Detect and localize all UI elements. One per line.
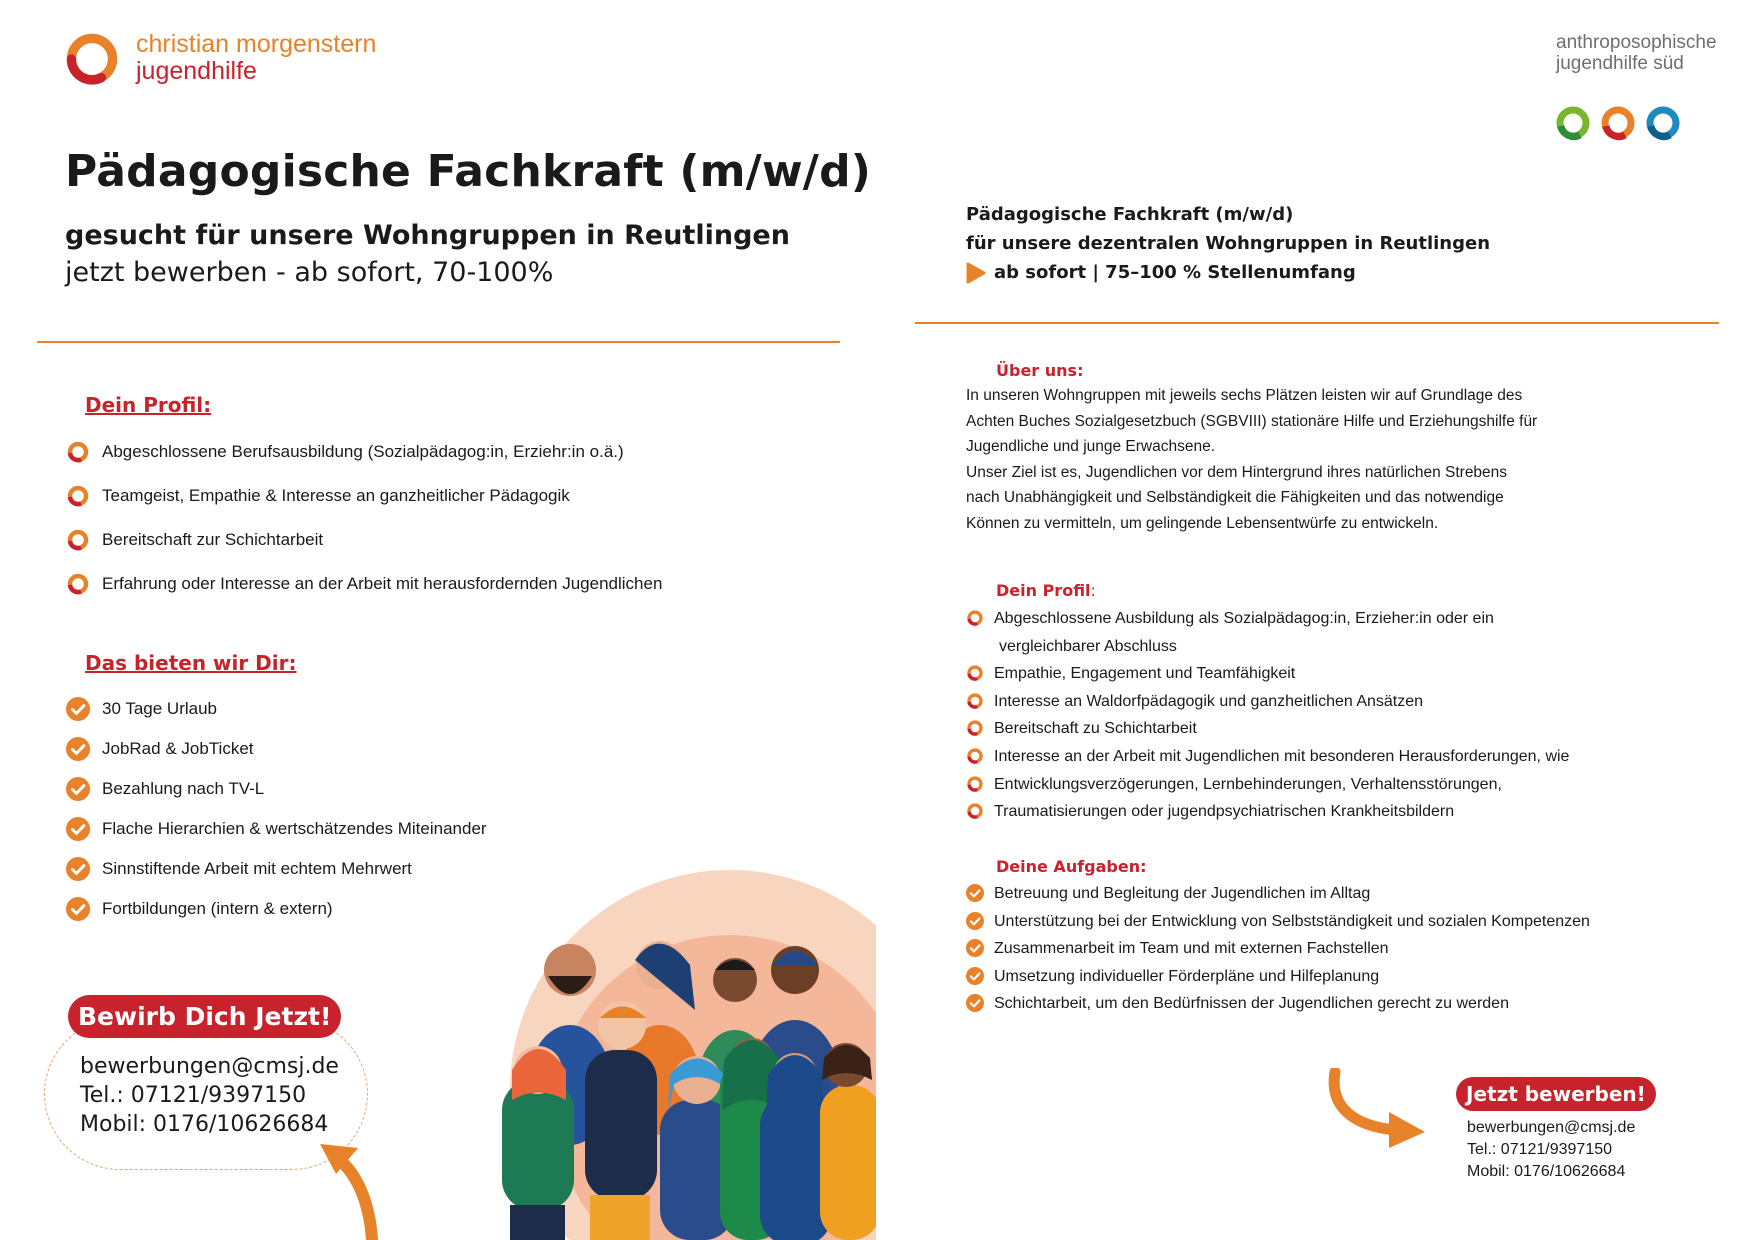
aufgaben-item-text: Umsetzung individueller Förderpläne und Hilfeplanung [994, 967, 1380, 985]
ueber-line: In unseren Wohngruppen mit jeweils sechs Plätzen leisten wir auf Grundlage des [966, 387, 1523, 404]
ring-bullet-icon [66, 572, 90, 596]
ring-bullet-icon [966, 719, 984, 737]
check-circle-icon [66, 817, 90, 841]
aufgaben-item-text: Schichtarbeit, um den Bedürfnissen der Jugendlichen gerecht zu werden [994, 995, 1509, 1013]
profil-item-right-text: Entwicklungsverzögerungen, Lernbehinderungen, Verhaltensstörungen, [994, 775, 1502, 793]
profil-item-right-text: Abgeschlossene Ausbildung als Sozialpädagog:in, Erzieher:in oder ein [994, 610, 1494, 627]
profil-item-right-text: Interesse an der Arbeit mit Jugendlichen mit besonderen Herausforderungen, wie [994, 748, 1570, 765]
bieten-item-text: Fortbildungen (intern & extern) [102, 899, 333, 918]
aufgaben-item [966, 908, 1590, 935]
partner-rings-icon [1556, 104, 1686, 144]
curved-arrow-icon [1325, 1068, 1430, 1148]
check-circle-icon [66, 857, 90, 881]
aufgaben-item [966, 880, 1370, 907]
right-scope: ab sofort | 75–100 % Stellenumfang [994, 262, 1356, 283]
contact-email-right[interactable]: bewerbungen@cmsj.de [1467, 1119, 1636, 1136]
ring-bullet-icon [966, 747, 984, 765]
apply-badge-right: Jetzt bewerben! [1456, 1077, 1656, 1111]
profil-item-right-text: Empathie, Engagement und Teamfähigkeit [994, 665, 1296, 683]
check-circle-icon [66, 697, 90, 721]
ring-bullet-icon [66, 440, 90, 464]
profil-item-right [966, 633, 1177, 660]
profil-item-left [66, 572, 662, 596]
contact-tel-right: Tel.: 07121/9397150 [1467, 1141, 1613, 1158]
partner-logo-text [1556, 32, 1717, 74]
contact-tel-left: Tel.: 07121/9397150 [80, 1083, 307, 1108]
check-circle-icon [66, 777, 90, 801]
bieten-item [66, 897, 333, 921]
profil-item-right [966, 798, 1454, 825]
ueber-line: Jugendliche und junge Erwachsene. [966, 438, 1216, 455]
ueber-heading: Über uns: [996, 361, 1084, 380]
ring-bullet-icon [66, 528, 90, 552]
profil-heading-right [996, 581, 1096, 600]
profil-item-left [66, 528, 323, 552]
people-illustration [490, 870, 880, 1240]
ueber-line: Können zu vermitteln, um gelingende Lebensentwürfe zu entwickeln. [966, 514, 1439, 532]
apply-badge-left: Bewirb Dich Jetzt! [68, 995, 341, 1038]
partner-name-line1: anthroposophische [1556, 32, 1717, 53]
brand-logo-text [136, 31, 376, 85]
curved-arrow-icon [300, 1128, 390, 1240]
bieten-item [66, 777, 264, 801]
profil-item-right [966, 688, 1423, 715]
aufgaben-item [966, 963, 1379, 990]
ueber-text [966, 383, 1656, 536]
ring-bullet-icon [966, 609, 984, 627]
profil-item-right [966, 715, 1197, 742]
aufgaben-item-text: Betreuung und Begleitung der Jugendlichen im Alltag [994, 885, 1371, 902]
right-scope-row [966, 258, 1490, 287]
ueber-line: Achten Buches Sozialgesetzbuch (SGBVIII) stationäre Hilfe und Erziehungshilfe für [966, 412, 1538, 430]
profil-item-right [966, 771, 1502, 798]
brand-name-line1: christian morgenstern [136, 30, 377, 58]
contact-info-left [80, 1052, 339, 1139]
logo-ring-icon [64, 31, 120, 87]
divider-left [37, 341, 840, 343]
aufgaben-item [966, 990, 1509, 1017]
bieten-item-text: Sinnstiftende Arbeit mit echtem Mehrwert [102, 859, 412, 878]
check-circle-icon [66, 897, 90, 921]
partner-name-line2: jugendhilfe süd [1556, 53, 1684, 74]
right-header [966, 200, 1490, 287]
ueber-line: Unser Ziel ist es, Jugendlichen vor dem Hintergrund ihres natürlichen Strebens [966, 463, 1508, 481]
profil-item-right-text: Bereitschaft zu Schichtarbeit [994, 720, 1197, 738]
profil-heading-right-label: Dein Profil [996, 581, 1091, 600]
page-title: Pädagogische Fachkraft (m/w/d) [65, 146, 872, 197]
profil-item-left-text: Abgeschlossene Berufsausbildung (Sozialpädagog:in, Erziehr:in o.ä.) [102, 442, 624, 461]
profil-heading-left: Dein Profil: [85, 393, 212, 417]
aufgaben-item [966, 935, 1389, 962]
bieten-item [66, 857, 412, 881]
profil-item-left [66, 440, 624, 464]
right-title: Pädagogische Fachkraft (m/w/d) [966, 204, 1294, 225]
check-circle-icon [966, 884, 984, 902]
contact-mobil-left: Mobil: 0176/10626684 [80, 1112, 329, 1137]
ring-bullet-icon [966, 692, 984, 710]
profil-item-right [966, 660, 1295, 687]
profil-item-right-text: vergleichbarer Abschluss [999, 637, 1177, 655]
bieten-heading: Das bieten wir Dir: [85, 651, 297, 675]
check-circle-icon [966, 939, 984, 957]
ring-bullet-icon [966, 664, 984, 682]
bieten-item [66, 737, 254, 761]
profil-item-right [966, 605, 1494, 632]
subtitle: gesucht für unsere Wohngruppen in Reutlingen [65, 220, 790, 251]
profil-item-right-text: Traumatisierungen oder jugendpsychiatrischen Krankheitsbildern [994, 803, 1455, 821]
aufgaben-item-text: Zusammenarbeit im Team und mit externen Fachstellen [994, 940, 1389, 958]
bieten-item [66, 697, 217, 721]
ring-bullet-icon [966, 775, 984, 793]
check-circle-icon [66, 737, 90, 761]
profil-heading-right-colon: : [1090, 581, 1096, 600]
profil-item-right-text: Interesse an Waldorfpädagogik und ganzheitlichen Ansätzen [994, 692, 1424, 710]
aufgaben-heading: Deine Aufgaben: [996, 857, 1147, 876]
subline: jetzt bewerben - ab sofort, 70-100% [65, 257, 554, 288]
bieten-item-text: JobRad & JobTicket [102, 739, 254, 758]
contact-email-left[interactable]: bewerbungen@cmsj.de [80, 1054, 339, 1079]
check-circle-icon [966, 912, 984, 930]
check-circle-icon [966, 994, 984, 1012]
right-subtitle: für unsere dezentralen Wohngruppen in Reutlingen [966, 233, 1491, 254]
profil-item-left [66, 484, 570, 508]
profil-item-left-text: Bereitschaft zur Schichtarbeit [102, 530, 324, 549]
bieten-item-text: 30 Tage Urlaub [102, 699, 217, 718]
ueber-line: nach Unabhängigkeit und Selbständigkeit die Fähigkeiten und das notwendige [966, 489, 1504, 506]
bieten-item [66, 817, 487, 841]
aufgaben-item-text: Unterstützung bei der Entwicklung von Selbstständigkeit und sozialen Kompetenzen [994, 912, 1590, 930]
contact-info-right [1467, 1117, 1635, 1183]
ring-bullet-icon [966, 802, 984, 820]
brand-name-line2: jugendhilfe [136, 57, 257, 85]
profil-item-left-text: Teamgeist, Empathie & Interesse an ganzheitlicher Pädagogik [102, 486, 570, 505]
divider-right [915, 322, 1719, 324]
play-triangle-icon [966, 262, 986, 284]
bieten-item-text: Bezahlung nach TV-L [102, 779, 265, 798]
ring-bullet-icon [66, 484, 90, 508]
contact-mobil-right: Mobil: 0176/10626684 [1467, 1163, 1626, 1180]
bieten-item-text: Flache Hierarchien & wertschätzendes Miteinander [102, 819, 487, 838]
profil-item-left-text: Erfahrung oder Interesse an der Arbeit mit herausfordernden Jugendlichen [102, 574, 663, 593]
profil-item-right [966, 743, 1569, 770]
check-circle-icon [966, 967, 984, 985]
